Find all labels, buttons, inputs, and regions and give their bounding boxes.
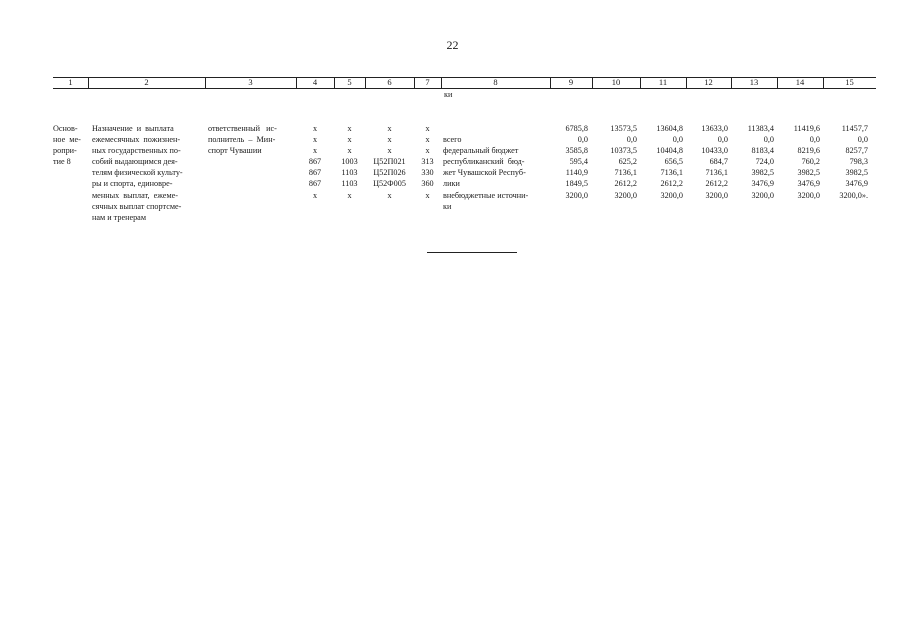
column-header: 2 [144,77,149,87]
executor-line: полнитель – Мин- [208,135,276,145]
column-header: 9 [568,77,574,87]
amount-value: 0,0 [717,135,728,145]
expense-type-code: x [425,124,430,133]
amount-value: 13633,0 [701,124,728,133]
funding-source-line: республиканский бюд- [443,157,525,167]
column-header: 12 [704,77,713,87]
event-number-line: ное ме- [53,135,81,145]
event-number-cell [53,123,89,167]
amount-value: 10433,0 [701,146,728,156]
funding-source-cell [443,123,551,212]
description-line: менных выплат, ежеме- [92,190,178,200]
amount-value: 3200,0 [751,190,774,200]
description-line: сячных выплат спортсме- [92,201,182,211]
amount-value: 6785,8 [565,124,588,133]
amount-value: 0,0 [672,135,683,145]
amount-column-10 [592,123,637,201]
amount-value: 8183,4 [751,146,774,156]
grbs-code: x [312,190,318,200]
funding-source-line: жет Чувашской Респуб- [443,168,526,178]
amount-value: 3200,0 [565,190,588,200]
event-description-cell [92,123,206,223]
amount-value: 3982,5 [797,168,820,178]
grbs-code: x [312,135,318,145]
amount-column-13 [731,123,774,201]
column-header: 7 [425,77,430,87]
section-code: x [347,146,352,156]
funding-source-line [443,123,551,134]
target-article-code: Ц52Ф005 [373,179,406,189]
expense-type-cell [414,123,441,201]
amount-value: 656,5 [664,157,683,167]
amount-value: 2612,2 [705,179,728,189]
amount-value: 0,0 [809,135,820,145]
column-header: 8 [493,77,498,87]
amount-value: 3476,9 [797,179,820,189]
amount-value: 3982,5 [751,168,774,178]
amount-value: 0,0 [857,135,868,145]
funding-source-line: всего [443,135,462,145]
column-header: 15 [845,77,854,87]
amount-value: 3982,5 [845,168,868,178]
expense-type-code: x [425,146,430,156]
grbs-code: 867 [308,168,322,178]
description-line: ры и спорта, единовре- [92,179,173,189]
expense-type-code: x [425,190,430,200]
page-number: 22 [446,38,459,52]
target-article-code: Ц52П026 [373,168,406,178]
description-line: нам и тренерам [92,212,147,222]
amount-column-9 [550,123,588,201]
expense-type-code: 313 [421,157,434,167]
section-code-cell [334,123,365,201]
amount-value: 13573,5 [610,124,637,133]
description-line: ежемесячных пожизнен- [92,135,181,145]
executor-line: спорт Чувашии [208,146,262,156]
amount-value: 3200,0». [839,190,868,200]
funding-source-line: ки [443,201,452,211]
amount-value: 8219,6 [797,146,820,156]
column-header: 1 [68,77,73,87]
grbs-code-cell [296,123,334,201]
amount-value: 3585,8 [565,146,588,156]
grbs-code: 867 [308,157,322,167]
column-header: 5 [347,77,352,87]
expense-type-code: 330 [421,168,434,178]
amount-column-12 [686,123,728,201]
target-article-code: x [387,135,392,145]
amount-value: 1849,5 [565,179,588,189]
section-code: x [347,190,352,200]
amount-value: 11419,6 [793,124,820,133]
target-article-code: x [387,124,392,133]
section-code: 1103 [341,168,358,178]
column-header: 10 [611,77,621,87]
column-header: 11 [658,77,668,87]
funding-source-line: федеральный бюджет [443,146,519,156]
amount-value: 10404,8 [656,146,683,156]
column-header: 14 [795,77,805,87]
amount-value: 11457,7 [841,124,868,133]
amount-value: 3476,9 [751,179,774,189]
executor-cell [208,123,298,156]
amount-value: 1140,9 [565,168,588,178]
amount-value: 595,4 [569,157,588,167]
table-header-bottom-rule [53,88,876,89]
target-article-code: Ц52П021 [373,157,406,167]
amount-value: 2612,2 [660,179,683,189]
amount-value: 7136,1 [660,168,683,178]
amount-value: 0,0 [763,135,774,145]
amount-value: 8257,7 [845,146,868,156]
event-number-line: тие 8 [53,157,71,167]
amount-value: 684,7 [709,157,728,167]
section-code: x [347,135,352,145]
grbs-code: 867 [308,179,322,189]
target-article-code: x [387,190,392,200]
description-line: телям физической культу- [92,168,183,178]
column-header: 6 [387,77,392,87]
event-number-line: Основ- [53,124,78,133]
description-line: Назначение и выплата [92,124,174,133]
event-number-line: ропри- [53,146,77,156]
grbs-code: x [312,124,318,133]
amount-value: 2612,2 [614,179,637,189]
amount-column-15 [823,123,868,201]
amount-value: 3200,0 [705,190,728,200]
amount-value: 798,3 [849,157,868,167]
amount-column-11 [640,123,683,201]
section-code: 1003 [341,157,358,167]
amount-value: 625,2 [618,157,637,167]
description-line: собий выдающимся дея- [92,157,178,167]
column-header: 13 [749,77,759,87]
expense-type-code: x [425,135,430,145]
target-article-code: x [387,146,392,156]
description-line: ных государственных по- [92,146,181,156]
amount-value: 0,0 [577,135,588,145]
amount-value: 3200,0 [797,190,820,200]
amount-value: 760,2 [801,157,820,167]
amount-value: 13604,8 [656,124,683,133]
executor-line: ответственный ис- [208,124,277,133]
expense-type-code: 360 [421,179,434,189]
target-article-cell [365,123,414,201]
section-code: 1103 [341,179,358,189]
amount-value: 724,0 [755,157,774,167]
funding-source-line: внебюджетные источни- [443,190,529,200]
amount-value: 0,0 [626,135,637,145]
amount-value: 3476,9 [845,179,868,189]
column-header: 4 [312,77,318,87]
funding-source-line: лики [443,179,460,189]
amount-value: 3200,0 [614,190,637,200]
amount-value: 10373,5 [610,146,637,156]
amount-value: 7136,1 [614,168,637,178]
continuation-text: ки [444,90,453,99]
closing-rule [427,252,517,253]
section-code: x [347,124,352,133]
amount-column-14 [777,123,820,201]
amount-value: 7136,1 [705,168,728,178]
amount-value: 3200,0 [660,190,683,200]
amount-value: 11383,4 [747,124,774,133]
grbs-code: x [312,146,318,156]
column-header: 3 [248,77,253,87]
